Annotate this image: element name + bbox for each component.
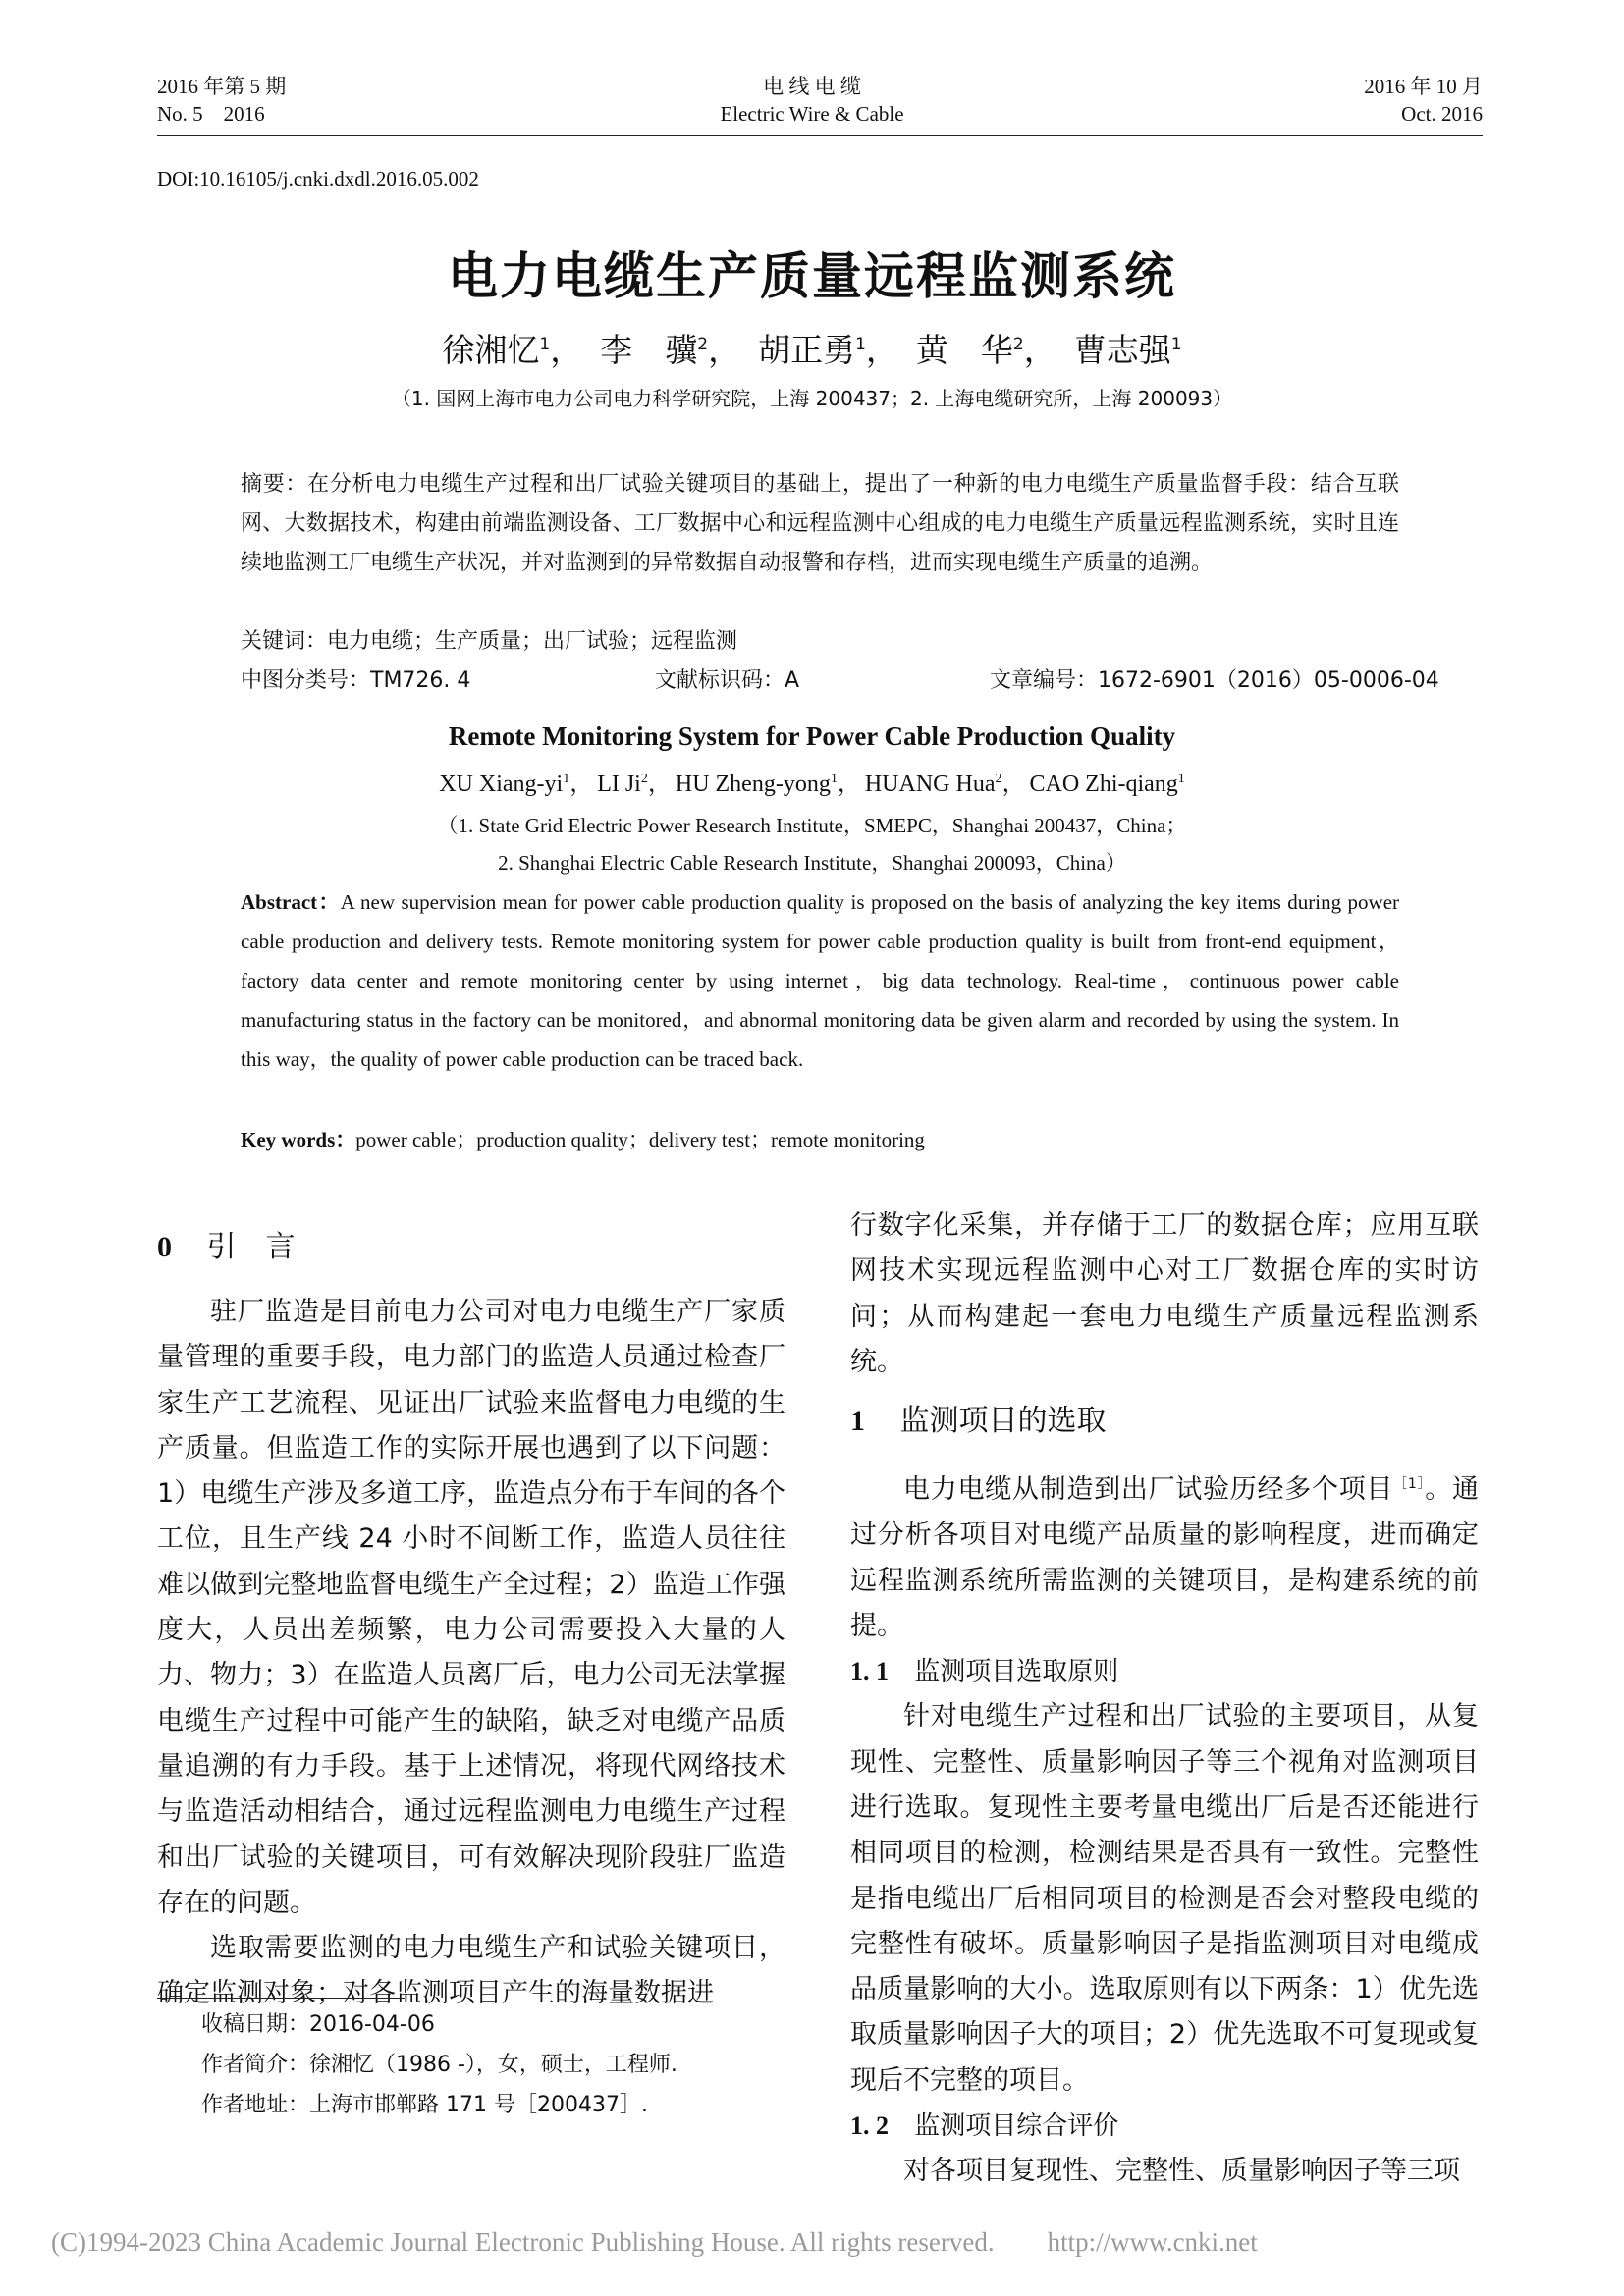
english-author-separator: ，	[1001, 772, 1026, 797]
author-separator: ，	[1023, 331, 1056, 369]
english-author-2	[597, 772, 648, 797]
subsection-1-1-number: 1. 1	[850, 1657, 889, 1686]
english-author-separator: ，	[837, 772, 861, 797]
header-left	[157, 73, 286, 128]
author-name: 徐湘忆	[442, 331, 540, 369]
author-bio: 作者简介：徐湘忆（1986 -），女，硕士，工程师.	[201, 2053, 677, 2077]
intro-paragraph-2: 选取需要监测的电力电缆生产和试验关键项目，确定监测对象；对各监测项目产生的海量数据进	[157, 1933, 785, 2009]
english-title: Remote Monitoring System for Power Cable Production Quality	[448, 721, 1176, 751]
reference-1: ［1］	[1393, 1476, 1426, 1493]
author-affiliation-mark: 2	[697, 335, 709, 354]
received-date: 收稿日期：2016-04-06	[201, 2012, 435, 2037]
english-author-separator: ，	[569, 772, 594, 797]
author-affiliation-mark: 1	[855, 335, 866, 354]
subsection-1-2-number: 1. 2	[850, 2111, 889, 2141]
header-rule	[157, 135, 1483, 136]
author-name: 曹志强	[1073, 331, 1171, 369]
author-3	[758, 331, 866, 369]
header-center	[616, 73, 1008, 128]
document-code: 文献标识码：A	[655, 668, 800, 693]
english-author-affiliation-mark: 1	[1177, 772, 1185, 786]
author-name: 胡正勇	[758, 331, 856, 369]
section-1-heading	[850, 1399, 1479, 1444]
author-4	[916, 331, 1024, 369]
subsection-1-1-paragraph: 针对电缆生产过程和出厂试验的主要项目，从复现性、完整性、质量影响因子等三个视角对监测项目进行选取。复现性主要考量电缆出厂后是否还能进行相同项目的检测，检测结果是否具有一致性。完整性是指电缆出厂后相同项目的检测是否会对整段电缆的完整性有破坏。质量影响因子是指监测项目对电缆成品质量影响的大小。选取原则有以下两条：1）优先选取质量影响因子大的项目；2）优先选取不可复现或复现后不完整的项目。	[850, 1701, 1479, 2096]
section-0-heading	[157, 1222, 296, 1265]
footnote-rule	[157, 1998, 405, 1999]
author-1	[442, 331, 550, 369]
paper-title: 电力电缆生产质量远程监测系统	[447, 248, 1176, 306]
right-column-body	[850, 1203, 1479, 2194]
section-1-text-b: 。通过分析各项目对电缆产品质量的影响程度，进而确定远程监测系统所需监测的关键项目，是构建系统的前提。	[850, 1474, 1479, 1642]
doi: DOI:10.16105/j.cnki.dxdl.2016.05.002	[157, 167, 479, 190]
section-0-title: 引 言	[206, 1230, 296, 1264]
english-author-name: CAO Zhi-qiang	[1029, 772, 1178, 797]
section-1-number: 1	[850, 1405, 865, 1438]
clc-number: 中图分类号：TM726. 4	[241, 668, 471, 693]
english-author-name: HUANG Hua	[864, 772, 996, 797]
english-keywords	[241, 1120, 1399, 1159]
subsection-1-1-title: 监测项目选取原则	[914, 1657, 1119, 1687]
english-author-3	[676, 772, 838, 797]
english-author-affiliation-mark: 1	[830, 772, 838, 786]
journal-name-cn: 电 线 电 缆	[763, 75, 861, 98]
english-affiliation-line1: （1. State Grid Electric Power Research Institute，SMEPC，Shanghai 200437，China；	[437, 814, 1187, 837]
author-separator: ，	[550, 331, 583, 369]
english-abstract-text: A new supervision mean for power cable production quality is proposed on the basis of analyzing the key items during power cable production and delivery tests. Remote monitoring system for power cable production quality is built from front-end equipment，factory data center and remote monitoring center by using internet，big data technology. Real-time，continuous power cable manufacturing status in the factory can be monitored，and abnormal monitoring data be given alarm and recorded by using the system. In this way，the quality of power cable production can be traced back.	[241, 890, 1400, 1071]
intro-paragraph-1: 驻厂监造是目前电力公司对电力电缆生产厂家质量管理的重要手段，电力部门的监造人员通过检查厂家生产工艺流程、见证出厂试验来监督电力电缆的生产质量。但监造工作的实际开展也遇到了以下问题：1）电缆生产涉及多道工序，监造点分布于车间的各个工位，且生产线 24 小时不间断工作，监造人员往往难以做到完整地监督电缆生产全过程；2）监造工作强度大，人员出差频繁，电力公司需要投入大量的人力、物力；3）在监造人员离厂后，电力公司无法掌握电缆生产过程中可能产生的缺陷，缺乏对电缆产品质量追溯的有力手段。基于上述情况，将现代网络技术与监造活动相结合，通过远程监测电力电缆生产过程和出厂试验的关键项目，可有效解决现阶段驻厂监造存在的问题。	[157, 1297, 785, 1918]
article-number: 文章编号：1672-6901（2016）05-0006-04	[990, 668, 1439, 693]
subsection-1-2-paragraph: 对各项目复现性、完整性、质量影响因子等三项	[903, 2156, 1460, 2187]
affiliation-cn: （1. 国网上海市电力公司电力科学研究院，上海 200437；2. 上海电缆研究所，上海 200093）	[391, 387, 1233, 410]
author-affiliation-mark: 1	[1170, 335, 1182, 354]
author-list	[0, 325, 1624, 371]
english-author-affiliation-mark: 1	[563, 772, 570, 786]
english-author-separator: ，	[647, 772, 672, 797]
section-1-title: 监测项目的选取	[899, 1404, 1107, 1439]
header-date-en: Oct. 2016	[1401, 102, 1483, 126]
english-author-5	[1029, 772, 1184, 797]
english-author-1	[439, 772, 569, 797]
author-separator: ，	[708, 331, 741, 369]
section-1-text-a: 电力电缆从制造到出厂试验历经多个项目	[903, 1474, 1394, 1506]
subsection-1-2-title: 监测项目综合评价	[914, 2111, 1119, 2142]
author-address: 作者地址：上海市邯郸路 171 号［200437］.	[201, 2093, 648, 2117]
abstract-cn: 摘要：在分析电力电缆生产过程和出厂试验关键项目的基础上，提出了一种新的电力电缆生产质量监督手段：结合互联网、大数据技术，构建由前端监测设备、工厂数据中心和远程监测中心组成的电力电缆生产质量远程监测系统，实时且连续地监测工厂电缆生产状况，并对监测到的异常数据自动报警和存档，进而实现电缆生产质量的追溯。	[241, 472, 1399, 575]
english-author-4	[865, 772, 1002, 797]
english-affiliation-line2: 2. Shanghai Electric Cable Research Institute，Shanghai 200093，China）	[498, 851, 1126, 875]
header-date-cn: 2016 年 10 月	[1364, 75, 1483, 98]
intro-paragraph-2-continued: 行数字化采集，并存储于工厂的数据仓库；应用互联网技术实现远程监测中心对工厂数据仓库的实时访问；从而构建起一套电力电缆生产质量远程监测系统。	[850, 1210, 1479, 1377]
author-2	[600, 331, 708, 369]
author-5	[1074, 331, 1182, 369]
english-abstract-label: Abstract：	[241, 890, 341, 914]
english-author-affiliation-mark: 2	[995, 772, 1002, 786]
english-keywords-text: power cable；production quality；delivery test；remote monitoring	[355, 1128, 925, 1151]
section-1-paragraph	[850, 1462, 1479, 1649]
english-abstract	[241, 882, 1399, 1079]
author-name: 黄 华	[915, 331, 1013, 369]
author-affiliation-mark: 2	[1012, 335, 1024, 354]
header-issue-cn: 2016 年第 5 期	[157, 75, 287, 98]
subsection-1-1-heading	[850, 1649, 1479, 1694]
english-author-name: XU Xiang-yi	[439, 772, 564, 797]
author-separator: ，	[865, 331, 898, 369]
subsection-1-2-heading	[850, 2104, 1479, 2149]
english-author-name: HU Zheng-yong	[675, 772, 831, 797]
english-author-name: LI Ji	[597, 772, 641, 797]
keywords-cn: 关键词：电力电缆；生产质量；出厂试验；远程监测	[241, 629, 738, 654]
left-column-body	[157, 1290, 785, 2017]
journal-name-en: Electric Wire & Cable	[720, 102, 904, 126]
author-affiliation-mark: 1	[539, 335, 551, 354]
copyright-notice: (C)1994-2023 China Academic Journal Electronic Publishing House. All rights reserved. http://www.cnki.net	[51, 2227, 1258, 2257]
footnotes	[201, 2004, 677, 2125]
header-right	[1364, 73, 1483, 128]
english-author-affiliation-mark: 2	[640, 772, 648, 786]
english-keywords-label: Key words：	[241, 1128, 356, 1151]
section-0-number: 0	[157, 1231, 172, 1263]
author-name: 李 骥	[600, 331, 698, 369]
header-issue-en: No. 5 2016	[157, 102, 265, 126]
english-author-list	[0, 764, 1624, 798]
